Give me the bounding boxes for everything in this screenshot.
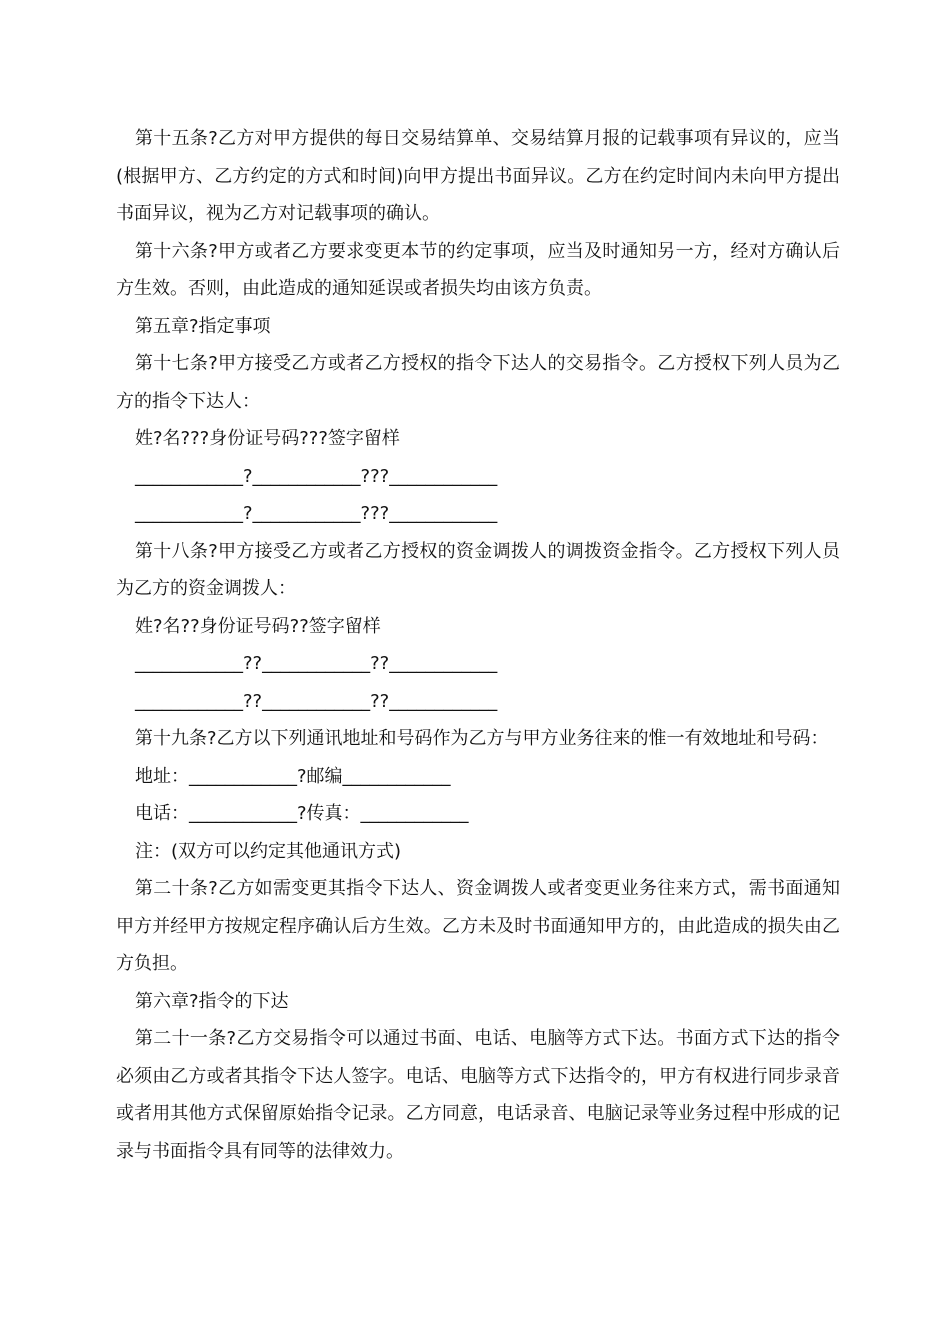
chapter-5-heading: 第五章?指定事项 [135,315,271,337]
article-20-paragraph: 第二十条?乙方如需变更其指令下达人、资金调拨人或者变更业务往来方式，需书面通知甲方并经甲方按规定程序确认后方生效。乙方未及时书面通知甲方的，由此造成的损失由乙方负担。 [116,878,840,974]
article-19-paragraph: 第十九条?乙方以下列通讯地址和号码作为乙方与甲方业务往来的惟一有效地址和号码： [135,728,829,749]
fund-allocator-table-header: 姓?名??身份证号码??签字留样 [135,615,381,637]
address-postcode-line: 地址：____________?邮编____________ [135,765,451,787]
article-18-paragraph: 第十八条?甲方接受乙方或者乙方授权的资金调拨人的调拨资金指令。乙方授权下列人员为乙方的资金调拨人： [116,540,840,599]
document-page [116,120,840,1170]
article-15-paragraph: 第十五条?乙方对甲方提供的每日交易结算单、交易结算月报的记载事项有异议的，应当(根据甲方、乙方约定的方式和时间)向甲方提出书面异议。乙方在约定时间内未向甲方提出书面异议，视为乙方对记载事项的确认。 [116,128,840,224]
order-issuer-blank-row: ____________?____________???____________ [135,503,498,524]
article-21-paragraph: 第二十一条?乙方交易指令可以通过书面、电话、电脑等方式下达。书面方式下达的指令必须由乙方或者其指令下达人签字。电话、电脑等方式下达指令的，甲方有权进行同步录音或者用其他方式保留原始指令记录。乙方同意，电话录音、电脑记录等业务过程中形成的记录与书面指令具有同等的法律效力。 [116,1028,840,1162]
article-16-paragraph: 第十六条?甲方或者乙方要求变更本节的约定事项，应当及时通知另一方，经对方确认后方生效。否则，由此造成的通知延误或者损失均由该方负责。 [116,240,840,299]
chapter-6-heading: 第六章?指令的下达 [135,990,289,1012]
order-issuer-table-header: 姓?名???身份证号码???签字留样 [135,428,400,449]
phone-fax-line: 电话：____________?传真：____________ [135,803,469,824]
fund-allocator-blank-row: ____________??____________??____________ [135,653,498,674]
order-issuer-blank-row: ____________?____________???____________ [135,465,498,487]
fund-allocator-blank-row: ____________??____________??____________ [135,690,498,712]
note-line: 注：(双方可以约定其他通讯方式) [135,840,402,862]
article-17-paragraph: 第十七条?甲方接受乙方或者乙方授权的指令下达人的交易指令。乙方授权下列人员为乙方的指令下达人： [116,353,840,412]
